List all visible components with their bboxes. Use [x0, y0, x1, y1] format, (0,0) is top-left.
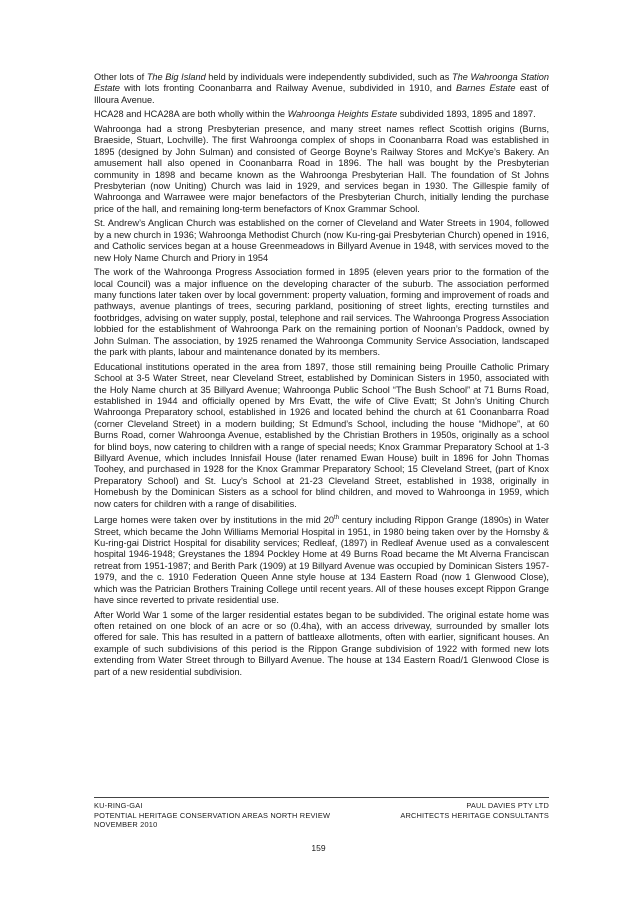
body-text — [94, 72, 549, 678]
text-run: with lots fronting Coonanbarra and Railway Avenue, subdivided in 1910, and — [120, 83, 457, 94]
text-run: subdivided 1893, 1895 and 1897. — [397, 109, 536, 120]
footer-firm-descriptor: ARCHITECTS HERITAGE CONSULTANTS — [400, 810, 549, 820]
text-run: St. Andrew’s Anglican Church was established on the corner of Cleveland and Water Streets in 1904, followed by a new church in 1936; Wahroonga Methodist Church (now Ku-ring-gai Presbyterian Church) opened in 1916, and Catholic services began at a house Greenmeadows in Billyard Avenue in 1948, with services moved to the new Holy Name Church and Priory in 1954 — [94, 218, 549, 263]
footer-firm: PAUL DAVIES PTY LTD — [466, 801, 549, 810]
italic-text: Wahroonga Heights Estate — [287, 109, 398, 120]
paragraph — [94, 124, 549, 215]
paragraph — [94, 610, 549, 678]
text-run: east of Illoura Avenue. — [94, 83, 549, 105]
text-run: The work of the Wahroonga Progress Association formed in 1895 (eleven years prior to the formation of the local Council) was a major influence on the developing character of the suburb. The association performed many functions later taken over by local government: property valuation, forming and improvement of roads and pathways, avenue plantings of trees, securing parkland, positioning of street lights, erecting turnstiles and footbridges, advising on water supply, postal, telephone and rail services. The Wahroonga Progress Association lobbied for the establishment of Wahroonga Park on the remaining portion of Noonan’s Paddock, owned by John Sulman. The association, by 1925 renamed the Wahroonga Community Service Association, landscaped the park with plants, labour and maintenance donated by its members. — [94, 267, 549, 358]
footer-left — [94, 801, 330, 830]
paragraph — [94, 267, 549, 358]
page-number: 159 — [311, 843, 326, 853]
text-run: Educational institutions operated in the area from 1897, those still remaining being Prouille Catholic Primary School at 3-5 Water Street, near Cleveland Street, established by Dominican Sisters in 1950, associated with the Holy Name church at 35 Billyard Avenue; Wahroonga Public School “The Bush School” at 71 Burns Road, established in 1944 and officially opened by Mrs Evatt, the wife of Clive Evatt; St John’s Uniting Church Wahroonga Preparatory school, established in 1926 and located behind the church at 61 Coonanbarra Road (corner Cleveland Street) in a modern building; St Edmund’s School, including the house “Midhope”, at 60 Burns Road, corner Wahroonga Avenue, established by the Christian Brothers in 1950s, originally as a school for blind boys, now catering to children with a range of special needs; Knox Grammar Preparatory School at 1-3 Billyard Avenue, which includes Innisfail House (later renamed Ewan House) built in 1896 for John Thomas Toohey, and purchased in 1928 for the Knox Grammar Preparatory School; 15 Cleveland Street, (part of Knox Preparatory School) and St. Lucy’s School at 21-23 Cleveland Street, established in 1938, originally in Homebush by the Dominican Sisters as a school for blind children, and moved to Wahroonga in 1959, which now caters for children with a range of disabilities. — [94, 361, 549, 509]
italic-text: Barnes Estate — [456, 83, 516, 94]
italic-text: The Wahroonga Station Estate — [94, 72, 549, 94]
paragraph — [94, 72, 549, 106]
text-run: HCA28 and HCA28A are both wholly within the — [94, 109, 288, 120]
paragraph — [94, 109, 549, 120]
italic-text: The Big Island — [146, 72, 206, 82]
paragraph — [94, 218, 549, 264]
footer-right — [400, 801, 549, 820]
paragraph — [94, 513, 549, 606]
superscript-text: th — [333, 515, 339, 522]
text-run: After World War 1 some of the larger residential estates began to be subdivided. The original estate home was often retained on one block of an acre or so (0.4ha), with an access driveway, surrounded by smaller lots offered for sale. This has resulted in a pattern of battleaxe allotments, often with earlier, significant houses. An example of such subdivisions of this period is the Rippon Grange subdivision of 1922 with formed new lots extending from Water Street through to Billyard Avenue. The house at 134 Eastern Road/1 Glenwood Close is part of a new residential subdivision. — [94, 609, 549, 677]
footer-rule — [94, 797, 549, 798]
footer-date: NOVEMBER 2010 — [94, 820, 158, 830]
text-run: Large homes were taken over by institutions in the mid 20 — [94, 515, 334, 526]
footer-council: KU-RING-GAI — [94, 801, 143, 810]
text-run: Other lots of — [94, 72, 147, 82]
text-run: held by individuals were independently subdivided, such as — [205, 72, 452, 82]
text-run: Wahroonga had a strong Presbyterian presence, and many street names reflect Scottish origins (Burns, Braeside, Stuart, Lochville). The first Wahroonga complex of shops in Coonanbarra Road was established in 1895 (designed by John Sulman) and consisted of George Boyne’s Railway Stores and McKye’s Bakery. An amusement hall also opened in Coonanbarra Road in 1896. The hall was bought by the Presbyterian community in 1898 and became known as the Wahroonga Presbyterian Hall. The foundation of St Johns Presbyterian (now Uniting) Church was laid in 1929, and services began in 1930. The Gillespie family of Wahroonga and Warrawee were major benefactors of the Presbyterian Church, initially lending the purchase price of the hall, and remaining long-term benefactors of Knox Grammar School. — [94, 124, 549, 214]
paragraph — [94, 362, 549, 510]
text-run: century including Rippon Grange (1890s) in Water Street, which became the John Williams Memorial Hospital in 1951, in 1980 being taken over by the Hornsby & Ku-ring-gai District Hospital for disability services; Redleaf, (1897) in Redleaf Avenue used as a convalescent hospital 1946-1948; Greystanes the 1894 Pockley Home at 49 Burns Road became the Mt Alverna Franciscan retreat from 1951-1987; and Berith Park (1909) at 19 Billyard Avenue was occupied by Dominican Sisters 1957-1979, and the c. 1910 Federation Queen Anne style house at 134 Eastern Road (now 1 Glenwood Close), which was the Patrician Brothers Training College until recent years. All of these houses except Rippon Grange have since reverted to private residential use. — [94, 515, 549, 606]
footer-report-title: POTENTIAL HERITAGE CONSERVATION AREAS NORTH REVIEW — [94, 810, 331, 820]
